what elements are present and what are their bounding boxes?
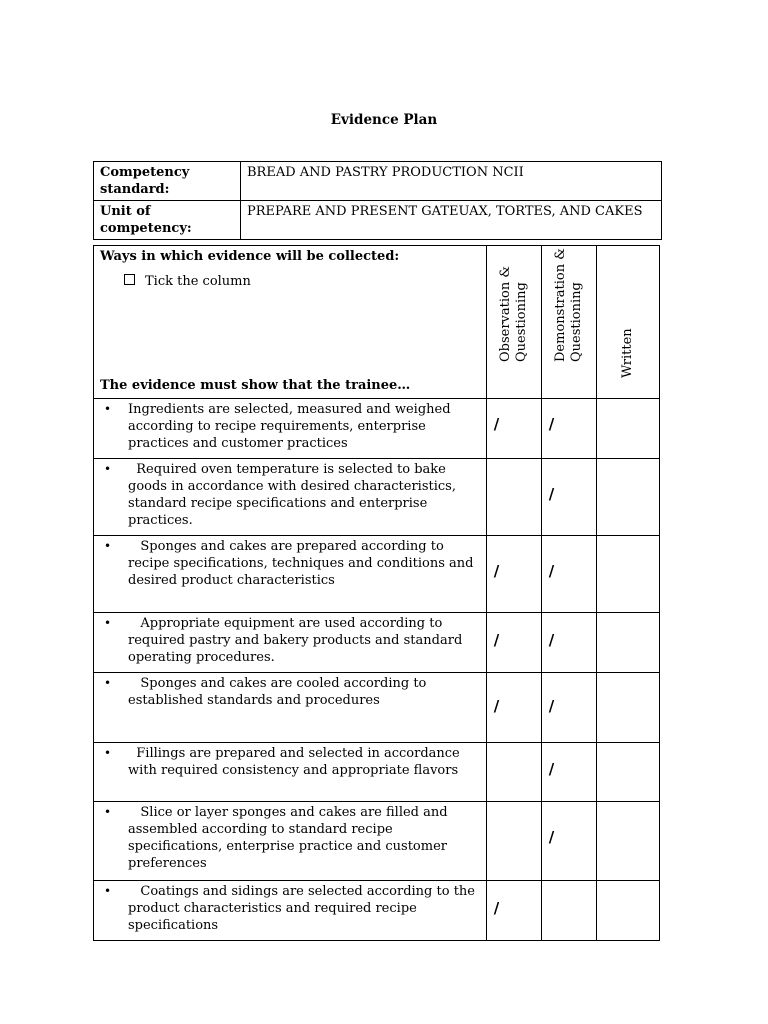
bullet-icon: • xyxy=(104,402,112,416)
column-header-observation xyxy=(486,246,541,399)
demonstration-tick-mark: / xyxy=(548,415,555,433)
criteria-cell xyxy=(94,613,487,673)
demonstration-tick-mark: / xyxy=(548,562,555,580)
observation-mark-cell xyxy=(486,802,541,881)
criteria-text: Slice or layer sponges and cakes are filled and assembled according to standard recipe specifications, enterprise practice and customer preferences xyxy=(128,805,452,871)
evidence-header-row xyxy=(94,246,660,399)
observation-header-line-2: Questioning xyxy=(513,282,529,362)
written-mark-cell xyxy=(596,802,659,881)
demonstration-header-line-1: Demonstration & xyxy=(552,248,568,362)
page-title: Evidence Plan xyxy=(330,112,438,128)
ways-title: Ways in which evidence will be collected: xyxy=(100,249,400,264)
unit-value: PREPARE AND PRESENT GATEUAX, TORTES, AND CAKES xyxy=(241,201,662,240)
competency-label: Competency standard: xyxy=(94,162,241,201)
column-header-demonstration xyxy=(541,246,596,399)
criteria-cell xyxy=(94,802,487,881)
observation-mark-cell xyxy=(486,613,541,673)
demonstration-mark-cell xyxy=(541,536,596,613)
tick-instruction xyxy=(124,273,251,290)
criteria-item xyxy=(104,883,480,934)
criteria-item xyxy=(104,745,480,779)
bullet-icon: • xyxy=(104,746,112,760)
bullet-icon: • xyxy=(104,539,112,553)
demonstration-tick-mark: / xyxy=(548,697,555,715)
written-mark-cell xyxy=(596,881,659,941)
demonstration-header-line-2: Questioning xyxy=(568,282,584,362)
demonstration-mark-cell xyxy=(541,613,596,673)
observation-mark-cell xyxy=(486,459,541,536)
observation-tick-mark: / xyxy=(493,697,500,715)
checkbox-icon xyxy=(124,274,135,285)
criteria-cell xyxy=(94,399,487,459)
observation-header-text xyxy=(498,266,530,362)
must-show-text: The evidence must show that the trainee… xyxy=(100,378,411,393)
demonstration-tick-mark: / xyxy=(548,760,555,778)
written-mark-cell xyxy=(596,673,659,743)
observation-tick-mark: / xyxy=(493,899,500,917)
demonstration-header-text xyxy=(553,248,585,362)
criteria-item xyxy=(104,804,480,872)
tick-instruction-text: Tick the column xyxy=(145,274,251,289)
criteria-cell xyxy=(94,881,487,941)
criteria-text: Sponges and cakes are prepared according to recipe specifications, techniques and conditions and desired product characteristics xyxy=(128,539,478,588)
criteria-row xyxy=(94,536,660,613)
bullet-icon: • xyxy=(104,805,112,819)
unit-row xyxy=(94,201,662,240)
criteria-row xyxy=(94,613,660,673)
demonstration-mark-cell xyxy=(541,881,596,941)
criteria-cell xyxy=(94,459,487,536)
demonstration-mark-cell xyxy=(541,399,596,459)
criteria-row xyxy=(94,673,660,743)
written-mark-cell xyxy=(596,459,659,536)
bullet-icon: • xyxy=(104,884,112,898)
written-mark-cell xyxy=(596,743,659,802)
written-mark-cell xyxy=(596,536,659,613)
demonstration-tick-mark: / xyxy=(548,828,555,846)
criteria-row xyxy=(94,399,660,459)
criteria-item xyxy=(104,461,480,529)
competency-value: BREAD AND PASTRY PRODUCTION NCII xyxy=(241,162,662,201)
criteria-row xyxy=(94,459,660,536)
observation-mark-cell xyxy=(486,673,541,743)
observation-mark-cell xyxy=(486,536,541,613)
bullet-icon: • xyxy=(104,676,112,690)
unit-label: Unit of competency: xyxy=(94,201,241,240)
criteria-text: Appropriate equipment are used according to required pastry and bakery products and standard operating procedures. xyxy=(128,616,467,665)
observation-mark-cell xyxy=(486,743,541,802)
criteria-row xyxy=(94,802,660,881)
written-mark-cell xyxy=(596,613,659,673)
criteria-text: Fillings are prepared and selected in accordance with required consistency and appropriate flavors xyxy=(128,746,464,778)
demonstration-mark-cell xyxy=(541,743,596,802)
competency-row xyxy=(94,162,662,201)
criteria-text: Ingredients are selected, measured and weighed according to recipe requirements, enterprise practices and customer practices xyxy=(128,402,455,451)
criteria-item xyxy=(104,401,480,452)
competency-header-table xyxy=(93,161,662,240)
column-header-written xyxy=(596,246,659,399)
criteria-cell xyxy=(94,536,487,613)
bullet-icon: • xyxy=(104,462,112,476)
observation-tick-mark: / xyxy=(493,631,500,649)
criteria-row xyxy=(94,881,660,941)
demonstration-mark-cell xyxy=(541,459,596,536)
criteria-text: Required oven temperature is selected to bake goods in accordance with desired characteristics, standard recipe specifications and enterprise practices. xyxy=(128,462,461,528)
criteria-text: Sponges and cakes are cooled according to established standards and procedures xyxy=(128,676,431,708)
observation-tick-mark: / xyxy=(493,562,500,580)
demonstration-tick-mark: / xyxy=(548,485,555,503)
demonstration-mark-cell xyxy=(541,673,596,743)
observation-mark-cell xyxy=(486,881,541,941)
written-mark-cell xyxy=(596,399,659,459)
observation-header-line-1: Observation & xyxy=(497,266,513,362)
observation-tick-mark: / xyxy=(493,415,500,433)
demonstration-mark-cell xyxy=(541,802,596,881)
evidence-table xyxy=(93,245,660,941)
written-header-text xyxy=(620,328,636,378)
criteria-item xyxy=(104,538,480,589)
criteria-item xyxy=(104,675,480,709)
written-header-line-1: Written xyxy=(619,328,635,378)
bullet-icon: • xyxy=(104,616,112,630)
ways-cell xyxy=(94,246,487,399)
criteria-row xyxy=(94,743,660,802)
criteria-cell xyxy=(94,673,487,743)
criteria-item xyxy=(104,615,480,666)
criteria-cell xyxy=(94,743,487,802)
observation-mark-cell xyxy=(486,399,541,459)
criteria-text: Coatings and sidings are selected according to the product characteristics and required recipe specifications xyxy=(128,884,480,933)
demonstration-tick-mark: / xyxy=(548,631,555,649)
